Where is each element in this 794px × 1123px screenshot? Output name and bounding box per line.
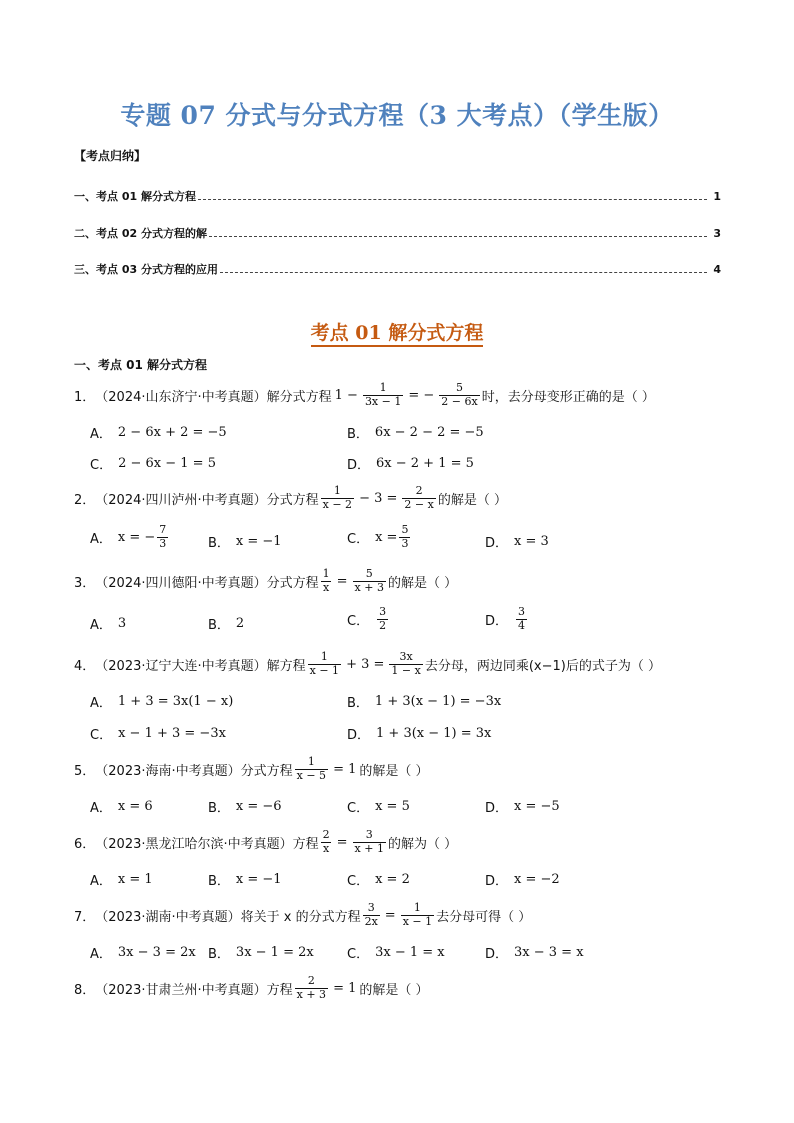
question-stem-end: 去分母，两边同乘(x−1)后的式子为（ ） xyxy=(424,658,661,674)
equation-fraction: $\frac{1}{x}$ xyxy=(322,567,330,594)
equation-term: = xyxy=(336,834,348,850)
toc-entry-page: 1 xyxy=(713,190,721,203)
option-c[interactable]: C． x = 2 xyxy=(347,872,410,889)
equation-fraction: $\frac{1}{x - 1}$ xyxy=(309,650,340,677)
question-number: 8． xyxy=(74,982,96,998)
option-b[interactable]: B． x = −1 xyxy=(208,534,282,551)
option-b[interactable]: B． x = −6 xyxy=(208,799,282,816)
equation-fraction: $\frac{5}{x + 3}$ xyxy=(354,567,384,594)
question-1 xyxy=(74,382,734,408)
question-number: 7． xyxy=(74,909,96,925)
question-number: 3． xyxy=(74,575,96,591)
option-b[interactable]: B． 2 xyxy=(208,616,245,633)
question-number: 5． xyxy=(74,763,96,779)
option-d[interactable]: D． 3x − 3 = x xyxy=(485,945,584,962)
option-c[interactable]: C． 2 − 6x − 1 = 5 xyxy=(90,456,216,473)
question-2 xyxy=(74,485,734,511)
option-d[interactable]: D． 1 + 3(x − 1) = 3x xyxy=(347,726,492,743)
equation-fraction: $\frac{1}{x - 1}$ xyxy=(402,901,433,928)
question-source: （2023·甘肃兰州·中考真题）方程 xyxy=(95,982,293,998)
equation-term: − 3 = xyxy=(359,490,398,506)
toc-entry-page: 4 xyxy=(713,263,721,276)
option-b[interactable]: B． 6x − 2 − 2 = −5 xyxy=(347,425,484,442)
option-d[interactable]: D． x = 3 xyxy=(485,534,549,551)
question-source: （2023·海南·中考真题）分式方程 xyxy=(95,763,293,779)
option-a[interactable]: A． x = − $\frac{7}{3}$ xyxy=(90,523,167,550)
option-a[interactable]: A． 1 + 3 = 3x(1 − x) xyxy=(90,694,234,711)
option-b[interactable]: B． 3x − 1 = 2x xyxy=(208,945,314,962)
equation-fraction: $\frac{1}{x - 5}$ xyxy=(296,755,327,782)
question-number: 1． xyxy=(74,389,96,405)
question-source: （2023·黑龙江哈尔滨·中考真题）方程 xyxy=(95,836,319,852)
option-b[interactable]: B． x = −1 xyxy=(208,872,282,889)
option-c[interactable]: C． x = 5 xyxy=(347,799,410,816)
question-3 xyxy=(74,568,734,594)
equation-fraction: $\frac{2}{2 - x}$ xyxy=(404,484,434,511)
equation-term: = xyxy=(336,573,348,589)
toc-leader xyxy=(209,235,707,237)
equation-fraction: $\frac{1}{x - 2}$ xyxy=(322,484,353,511)
question-6 xyxy=(74,829,734,855)
section-title-text: 考点 01 解分式方程 xyxy=(311,322,484,347)
question-stem-end: 的解是（ ） xyxy=(359,982,429,998)
equation-fraction: $\frac{5}{2 - 6x}$ xyxy=(441,381,478,408)
toc-entry-label: 二、考点 02 分式方程的解 xyxy=(74,227,207,240)
question-source: （2023·辽宁大连·中考真题）解方程 xyxy=(95,658,306,674)
option-c[interactable]: C． x = $\frac{5}{3}$ xyxy=(347,523,409,550)
option-b[interactable]: B． 1 + 3(x − 1) = −3x xyxy=(347,694,502,711)
equation-term: = − xyxy=(408,387,435,403)
toc-heading: 【考点归纳】 xyxy=(74,149,147,163)
question-5 xyxy=(74,756,734,782)
question-4 xyxy=(74,651,734,677)
option-d[interactable]: D． x = −5 xyxy=(485,799,560,816)
option-a[interactable]: A． 3 xyxy=(90,616,127,633)
question-number: 4． xyxy=(74,658,96,674)
toc-leader xyxy=(198,198,707,200)
option-a[interactable]: A． x = 1 xyxy=(90,872,153,889)
equation-fraction: $\frac{2}{x + 3}$ xyxy=(296,974,327,1001)
equation-fraction: $\frac{3x}{1 - x}$ xyxy=(391,650,421,677)
toc-entry[interactable] xyxy=(74,188,721,204)
toc-leader xyxy=(220,271,707,273)
option-a[interactable]: A． x = 6 xyxy=(90,799,153,816)
question-stem-end: 的解为（ ） xyxy=(387,836,458,852)
question-source: （2023·湖南·中考真题）将关于 x 的分式方程 xyxy=(95,909,361,925)
question-source: （2024·四川泸州·中考真题）分式方程 xyxy=(95,492,319,508)
option-d[interactable]: D． x = −2 xyxy=(485,872,560,889)
equation-term: + 3 = xyxy=(346,656,385,672)
equation-term: = xyxy=(384,907,396,923)
option-c[interactable]: C． x − 1 + 3 = −3x xyxy=(90,726,226,743)
equation-term: = 1 xyxy=(333,761,357,777)
toc-entry-label: 一、考点 01 解分式方程 xyxy=(74,190,196,203)
option-d[interactable]: D． 6x − 2 + 1 = 5 xyxy=(347,456,474,473)
question-number: 6． xyxy=(74,836,96,852)
equation-fraction: $\frac{2}{x}$ xyxy=(322,828,330,855)
option-a[interactable]: A． 3x − 3 = 2x xyxy=(90,945,196,962)
equation-fraction: $\frac{1}{3x - 1}$ xyxy=(364,381,402,408)
question-number: 2． xyxy=(74,492,96,508)
equation-fraction: $\frac{3}{2x}$ xyxy=(364,901,378,928)
option-c[interactable]: C． 3x − 1 = x xyxy=(347,945,445,962)
option-c[interactable]: C． $\frac{3}{2}$ xyxy=(347,605,387,632)
option-a[interactable]: A． 2 − 6x + 2 = −5 xyxy=(90,425,227,442)
question-8 xyxy=(74,975,734,1001)
section-title xyxy=(0,318,794,345)
equation-fraction: $\frac{3}{x + 1}$ xyxy=(354,828,384,855)
equation-term: 1 − xyxy=(334,387,358,403)
section-subheading: 一、考点 01 解分式方程 xyxy=(74,358,208,372)
question-stem-end: 时，去分母变形正确的是（ ） xyxy=(481,389,655,405)
toc-entry-page: 3 xyxy=(713,227,721,240)
question-source: （2024·山东济宁·中考真题）解分式方程 xyxy=(95,389,332,405)
question-stem-end: 的解是（ ） xyxy=(359,763,429,779)
question-source: （2024·四川德阳·中考真题）分式方程 xyxy=(95,575,319,591)
option-d[interactable]: D． $\frac{3}{4}$ xyxy=(485,605,526,632)
document-title: 专题 07 分式与分式方程（3 大考点）（学生版） xyxy=(120,101,674,130)
toc-entry[interactable] xyxy=(74,261,721,277)
toc-entry-label: 三、考点 03 分式方程的应用 xyxy=(74,263,218,276)
question-stem-end: 的解是（ ） xyxy=(437,492,507,508)
question-stem-end: 去分母可得（ ） xyxy=(436,909,532,925)
question-stem-end: 的解是（ ） xyxy=(387,575,458,591)
question-7 xyxy=(74,902,734,928)
toc-entry[interactable] xyxy=(74,225,721,241)
equation-term: = 1 xyxy=(333,980,357,996)
